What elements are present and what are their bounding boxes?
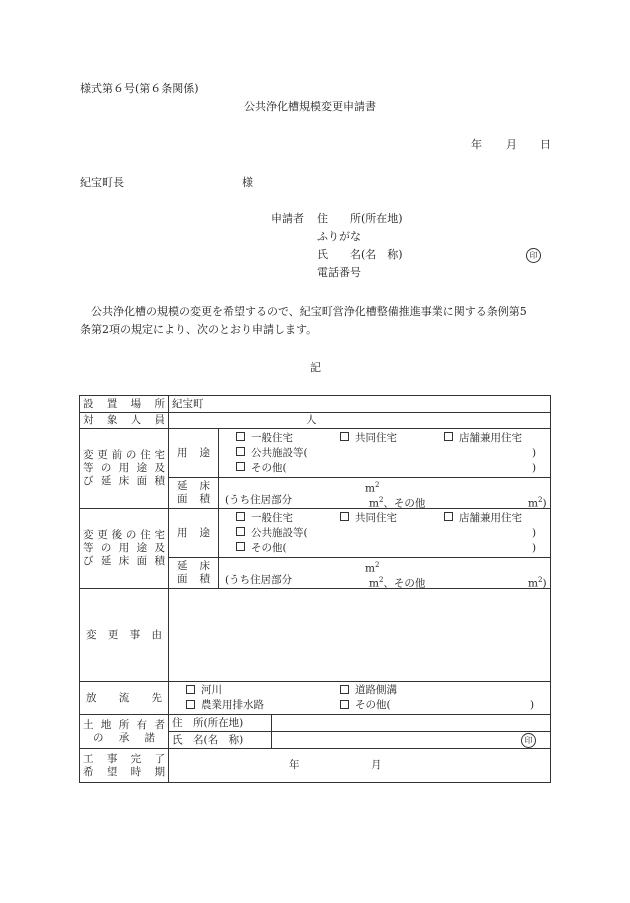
owner-address-field[interactable] xyxy=(272,715,551,732)
option-other-label: その他( xyxy=(251,461,287,474)
row-location xyxy=(80,396,551,413)
checkbox-shop-before[interactable] xyxy=(444,432,453,441)
ki-heading: 記 xyxy=(310,361,321,374)
before-label-line1: 変更前の住宅 xyxy=(83,449,165,461)
before-area-field[interactable]: $m^2$ (うち住居部分 $m^2$、その他 $m^2$) xyxy=(219,478,551,509)
reason-field[interactable] xyxy=(169,589,551,682)
reason-label: 変更事由 xyxy=(80,589,169,682)
row-people xyxy=(80,413,551,429)
checkbox-shared-after[interactable] xyxy=(340,512,349,521)
applicant-furigana-label: ふりがな xyxy=(317,230,361,243)
location-label: 設置場所 xyxy=(80,396,169,413)
checkbox-house-before[interactable] xyxy=(236,432,245,441)
applicant-address-label: 住 所(所在地) xyxy=(317,212,403,225)
date-year: 年 xyxy=(471,138,482,151)
completion-field[interactable] xyxy=(169,749,551,783)
applicant-seal-icon: 印 xyxy=(526,248,541,263)
checkbox-shop-after[interactable] xyxy=(444,512,453,521)
application-table xyxy=(79,395,551,783)
people-unit: 人 xyxy=(306,414,317,426)
applicant-phone-label: 電話番号 xyxy=(317,266,361,279)
before-label-line3: び延床面積 xyxy=(83,475,165,487)
discharge-label: 放流先 xyxy=(80,682,169,715)
after-use-options[interactable]: 一般住宅 共同住宅 店舗兼用住宅 公共施設等( ) その他( ) xyxy=(219,509,551,558)
after-label xyxy=(80,509,169,589)
completion-year: 年 xyxy=(289,759,300,771)
owner-label: 土地所有者 の承諾 xyxy=(80,715,169,749)
location-value[interactable]: 紀宝町 xyxy=(169,396,551,413)
checkbox-shared-before[interactable] xyxy=(340,432,349,441)
date-day: 日 xyxy=(540,138,551,151)
completion-month: 月 xyxy=(371,759,382,771)
option-shared-label: 共同住宅 xyxy=(355,431,397,444)
after-label-line2: 等の用途及 xyxy=(83,542,165,554)
checkbox-other-after[interactable] xyxy=(236,542,245,551)
body-line-1: 公共浄化槽の規模の変更を希望するので、紀宝町営浄化槽整備推進事業に関する条例第5 xyxy=(91,305,527,318)
people-label: 対象人員 xyxy=(80,413,169,429)
checkbox-house-after[interactable] xyxy=(236,512,245,521)
checkbox-river[interactable] xyxy=(186,685,195,694)
after-label-line3: び延床面積 xyxy=(83,555,165,567)
date-month: 月 xyxy=(506,138,517,151)
after-area-label: 延 床 面 積 xyxy=(169,558,219,589)
applicant-name-label: 氏 名(名 称) xyxy=(317,248,403,261)
after-area-field[interactable]: $m^2$ (うち住居部分 $m^2$、その他 $m^2$) xyxy=(219,558,551,589)
addressee-name: 紀宝町長 xyxy=(80,176,124,189)
option-public-close: ) xyxy=(532,446,537,459)
row-completion xyxy=(80,749,551,783)
before-use-options[interactable] xyxy=(219,429,551,478)
page-title: 公共浄化槽規模変更申請書 xyxy=(244,100,376,113)
row-discharge xyxy=(80,682,551,715)
before-label xyxy=(80,429,169,509)
option-public-label: 公共施設等( xyxy=(251,446,308,459)
checkbox-gutter[interactable] xyxy=(340,685,349,694)
checkbox-public-before[interactable] xyxy=(236,447,245,456)
before-use-label: 用 途 xyxy=(169,429,219,478)
option-other-close: ) xyxy=(532,461,537,474)
option-shop-label: 店舗兼用住宅 xyxy=(459,431,522,444)
checkbox-other-before[interactable] xyxy=(236,462,245,471)
row-owner-address xyxy=(80,715,551,732)
owner-address-label: 住 所(所在地) xyxy=(169,715,272,732)
discharge-options[interactable]: 河川 道路側溝 農業用排水路 その他( ) xyxy=(169,682,551,715)
row-before-use xyxy=(80,429,551,478)
applicant-label: 申請者 xyxy=(271,212,304,225)
addressee-honorific: 様 xyxy=(242,176,253,189)
after-use-label: 用 途 xyxy=(169,509,219,558)
after-label-line1: 変更後の住宅 xyxy=(83,529,165,541)
people-field[interactable] xyxy=(169,413,551,429)
before-label-line2: 等の用途及 xyxy=(83,462,165,474)
row-reason xyxy=(80,589,551,682)
owner-name-field[interactable] xyxy=(272,732,551,749)
checkbox-farm[interactable] xyxy=(186,700,195,709)
form-number: 様式第６号(第６条関係) xyxy=(80,82,199,95)
owner-name-label: 氏 名(名 称) xyxy=(169,732,272,749)
body-line-2: 条第2項の規定により、次のとおり申請します。 xyxy=(80,323,318,336)
checkbox-public-after[interactable] xyxy=(236,527,245,536)
before-area-sub-label: (うち住居部分 xyxy=(225,494,293,506)
before-area-label: 延 床 面 積 xyxy=(169,478,219,509)
checkbox-discharge-other[interactable] xyxy=(340,700,349,709)
row-after-use xyxy=(80,509,551,558)
completion-label: 工事完了 希望時期 xyxy=(80,749,169,783)
owner-seal-icon: 印 xyxy=(521,733,536,748)
option-house-label: 一般住宅 xyxy=(251,431,293,444)
